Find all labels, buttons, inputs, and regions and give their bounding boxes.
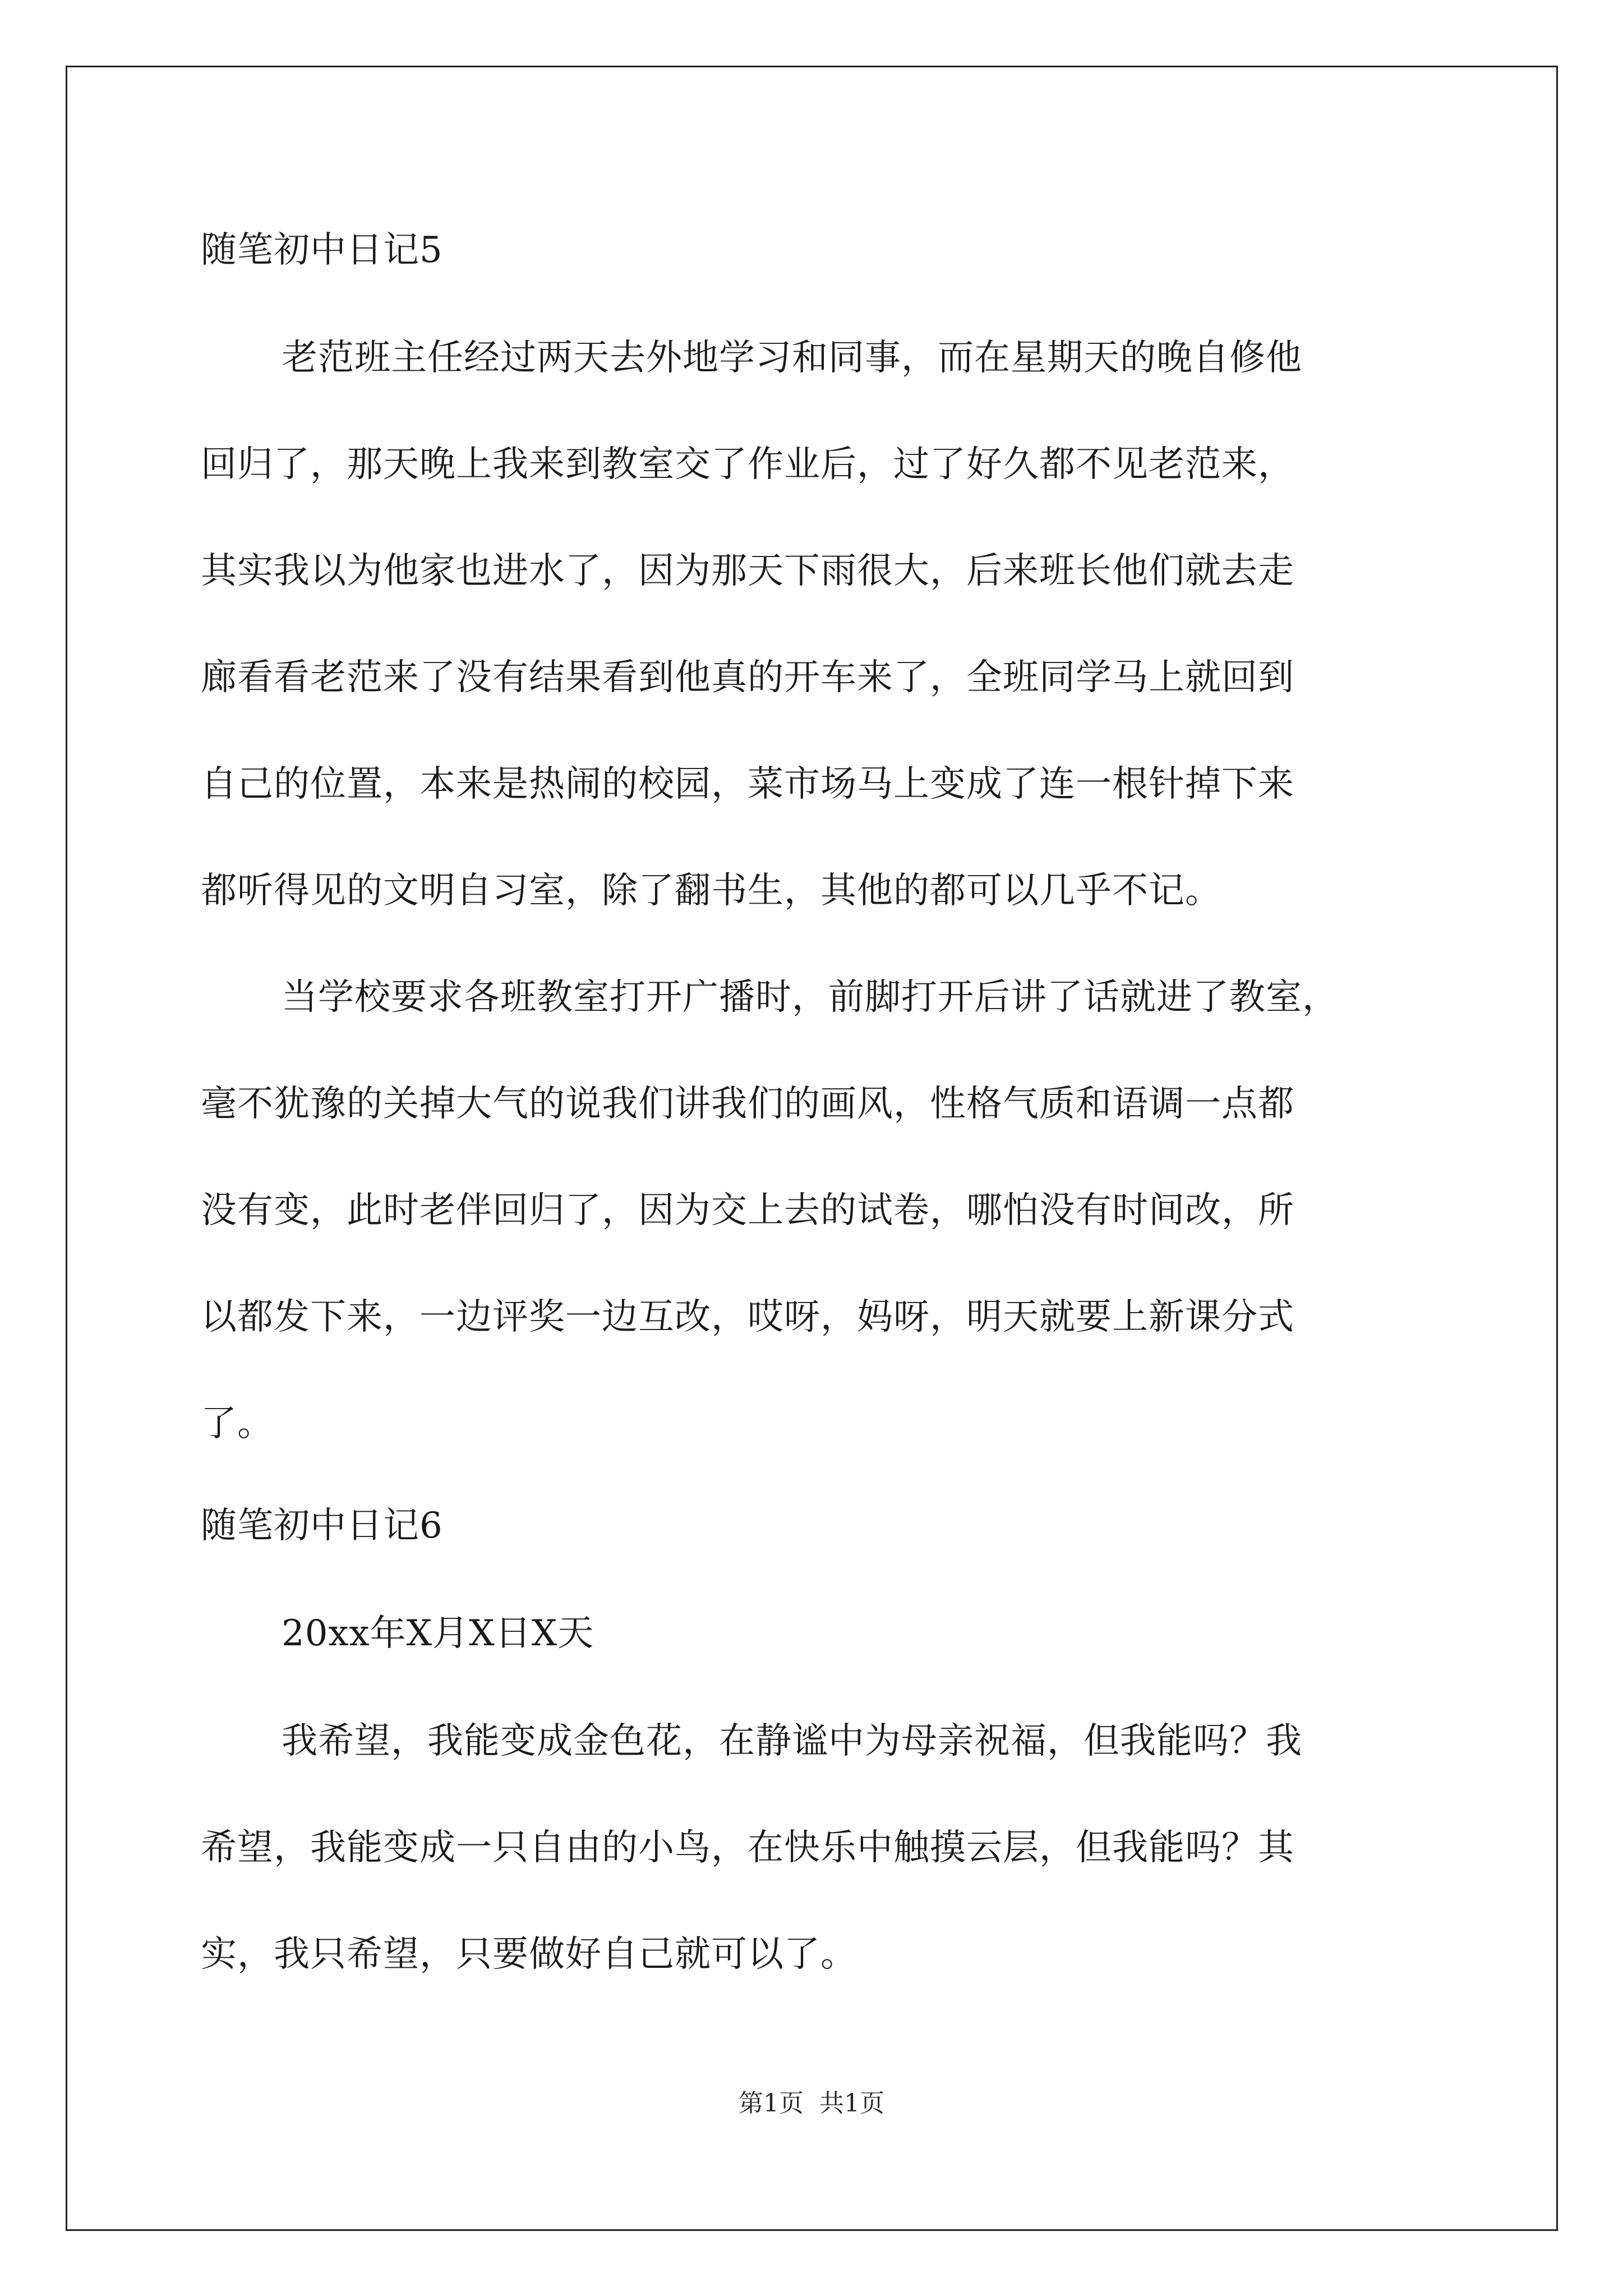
paragraph-line: 当学校要求各班教室打开广播时，前脚打开后讲了话就进了教室，: [282, 977, 1339, 1018]
paragraph-line: 廊看看老范来了没有结果看到他真的开车来了，全班同学马上就回到: [201, 657, 1294, 698]
paragraph-line: 自己的位置，本来是热闹的校园，菜市场马上变成了连一根针掉下来: [201, 763, 1294, 805]
paragraph-line: 其实我以为他家也进水了，因为那天下雨很大，后来班长他们就去走: [201, 550, 1294, 592]
paragraph-line: 都听得见的文明自习室，除了翻书生，其他的都可以几乎不记。: [201, 870, 1221, 912]
paragraph-line: 没有变，此时老伴回归了，因为交上去的试卷，哪怕没有时间改，所: [201, 1190, 1294, 1231]
paragraph-line: 我希望，我能变成金色花，在静谧中为母亲祝福，但我能吗？我: [282, 1720, 1302, 1762]
paragraph-line: 毫不犹豫的关掉大气的说我们讲我们的画风，性格气质和语调一点都: [201, 1083, 1294, 1125]
page-footer: 第1页 共1页: [739, 2089, 884, 2118]
paragraph-line: 老范班主任经过两天去外地学习和同事，而在星期天的晚自修他: [282, 337, 1302, 379]
paragraph-line: 回归了，那天晚上我来到教室交了作业后，过了好久都不见老范来，: [201, 444, 1294, 485]
paragraph-line: 了。: [201, 1403, 274, 1444]
page-border: [66, 66, 1558, 2231]
section-heading: 随笔初中日记6: [201, 1505, 443, 1547]
paragraph-line: 实，我只希望，只要做好自己就可以了。: [201, 1934, 857, 1975]
date-line: 20xx年X月X日X天: [282, 1613, 594, 1654]
paragraph-line: 以都发下来，一边评奖一边互改，哎呀，妈呀，明天就要上新课分式: [201, 1296, 1294, 1338]
section-heading: 随笔初中日记5: [201, 229, 443, 271]
paragraph-line: 希望，我能变成一只自由的小鸟，在快乐中触摸云层，但我能吗？其: [201, 1827, 1294, 1869]
